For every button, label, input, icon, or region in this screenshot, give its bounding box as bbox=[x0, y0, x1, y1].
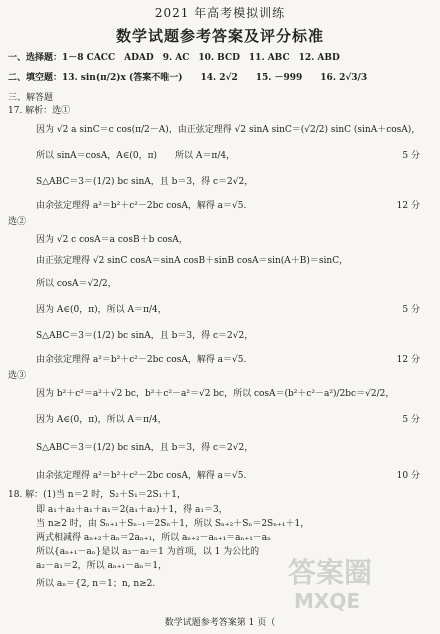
section-fill: 二、填空题：13. sin(π/2)x (答案不唯一) 14. 2√2 15. －999 16. 2√3/3 bbox=[8, 73, 368, 83]
section-choice: 一、选择题：1－8 CACC ADAD 9. AC 10. BCD 11. ABC 12. ABD bbox=[8, 53, 340, 63]
q17-heading: 17. 解析：选① bbox=[8, 106, 71, 116]
score-label: 12 分 bbox=[396, 201, 420, 211]
score-label: 10 分 bbox=[396, 471, 420, 481]
q17-opt1-line2: 所以 sinA＝cosA，A∈(0，π) 所以 A＝π/4， 5 分 bbox=[36, 151, 420, 161]
q18-line7: 所以 aₙ＝{2, n＝1；n, n≥2. bbox=[36, 579, 156, 589]
q17-opt2-line3: 所以 cosA＝√2/2， bbox=[36, 279, 117, 289]
score-label: 12 分 bbox=[396, 355, 420, 365]
q17-opt1-line1: 因为 √2 a sinC＝c cos(π/2－A)，由正弦定理得 √2 sinA sinC＝(√2/2) sinC (sinA＋cosA)， bbox=[36, 125, 421, 135]
svg-text:MXQE: MXQE bbox=[294, 589, 360, 613]
watermark-logo bbox=[284, 546, 434, 616]
score-label: 5 分 bbox=[402, 415, 420, 425]
q17-opt3-line3: S△ABC＝3＝(1/2) bc sinA，且 b＝3，得 c＝2√2， bbox=[36, 443, 254, 453]
svg-text:答案圈: 答案圈 bbox=[288, 556, 373, 589]
q17-opt3-heading: 选③ bbox=[8, 371, 27, 381]
q17-opt2-heading: 选② bbox=[8, 217, 27, 227]
page-title: 数学试题参考答案及评分标准 bbox=[115, 27, 324, 45]
q18-line4: 两式相减得 aₙ₊₂＋aₙ＝2aₙ₊₁，所以 aₙ₊₂－aₙ₊₁＝aₙ₊₁－aₙ bbox=[36, 533, 272, 543]
score-label: 5 分 bbox=[402, 305, 420, 315]
q17-opt1-line3: S△ABC＝3＝(1/2) bc sinA，且 b＝3，得 c＝2√2， bbox=[36, 177, 254, 187]
q17-opt2-line2: 由正弦定理得 √2 sinC cosA＝sinA cosB＋sinB cosA＝sin(A＋B)＝sinC， bbox=[36, 256, 349, 266]
page-footer: 数学试题参考答案第 1 页（ bbox=[164, 618, 276, 628]
q18-line1: 18. 解：(1)当 n＝2 时，S₂＋S₁＝2S₁＋1， bbox=[8, 490, 186, 500]
exam-header: 2021 年高考模拟训练 bbox=[154, 6, 286, 20]
q17-opt2-line6: 由余弦定理得 a²＝b²＋c²－2bc cosA，解得 a＝√5. 12 分 bbox=[36, 355, 420, 365]
q17-opt3-line1: 因为 b²＋c²＝a²＋√2 bc，b²＋c²－a²＝√2 bc，所以 cosA＝(b²＋c²－a²)/2bc＝√2/2， bbox=[36, 389, 395, 399]
q18-line3: 当 n≥2 时，由 Sₙ₊₁＋Sₙ₋₁＝2Sₙ＋1，所以 Sₙ₊₂＋Sₙ＝2Sₙ₊₁＋1， bbox=[36, 519, 310, 529]
q18-line2: 即 a₁＋a₂＋a₁＋a₁＝2(a₁＋a₂)＋1，得 a₁＝3， bbox=[36, 505, 228, 515]
q17-opt2-line5: S△ABC＝3＝(1/2) bc sinA，且 b＝3，得 c＝2√2， bbox=[36, 331, 254, 341]
q17-opt3-line2: 因为 A∈(0，π)，所以 A＝π/4， 5 分 bbox=[36, 415, 420, 425]
q18-line5: 所以{aₙ₊₁－aₙ}是以 a₃－a₂＝1 为首项，以 1 为公比的 bbox=[36, 547, 260, 557]
q17-opt2-line4: 因为 A∈(0，π)，所以 A＝π/4， 5 分 bbox=[36, 305, 420, 315]
section-solve: 三、解答题 bbox=[8, 93, 54, 103]
q17-opt1-line4: 由余弦定理得 a²＝b²＋c²－2bc cosA，解得 a＝√5. 12 分 bbox=[36, 201, 420, 211]
score-label: 5 分 bbox=[402, 151, 420, 161]
q18-line6: a₂－a₁＝2，所以 aₙ₊₁－aₙ＝1， bbox=[36, 561, 168, 571]
q17-opt2-line1: 因为 √2 c cosA＝a cosB＋b cosA， bbox=[36, 235, 188, 245]
q17-opt3-line4: 由余弦定理得 a²＝b²＋c²－2bc cosA，解得 a＝√5. 10 分 bbox=[36, 471, 420, 481]
